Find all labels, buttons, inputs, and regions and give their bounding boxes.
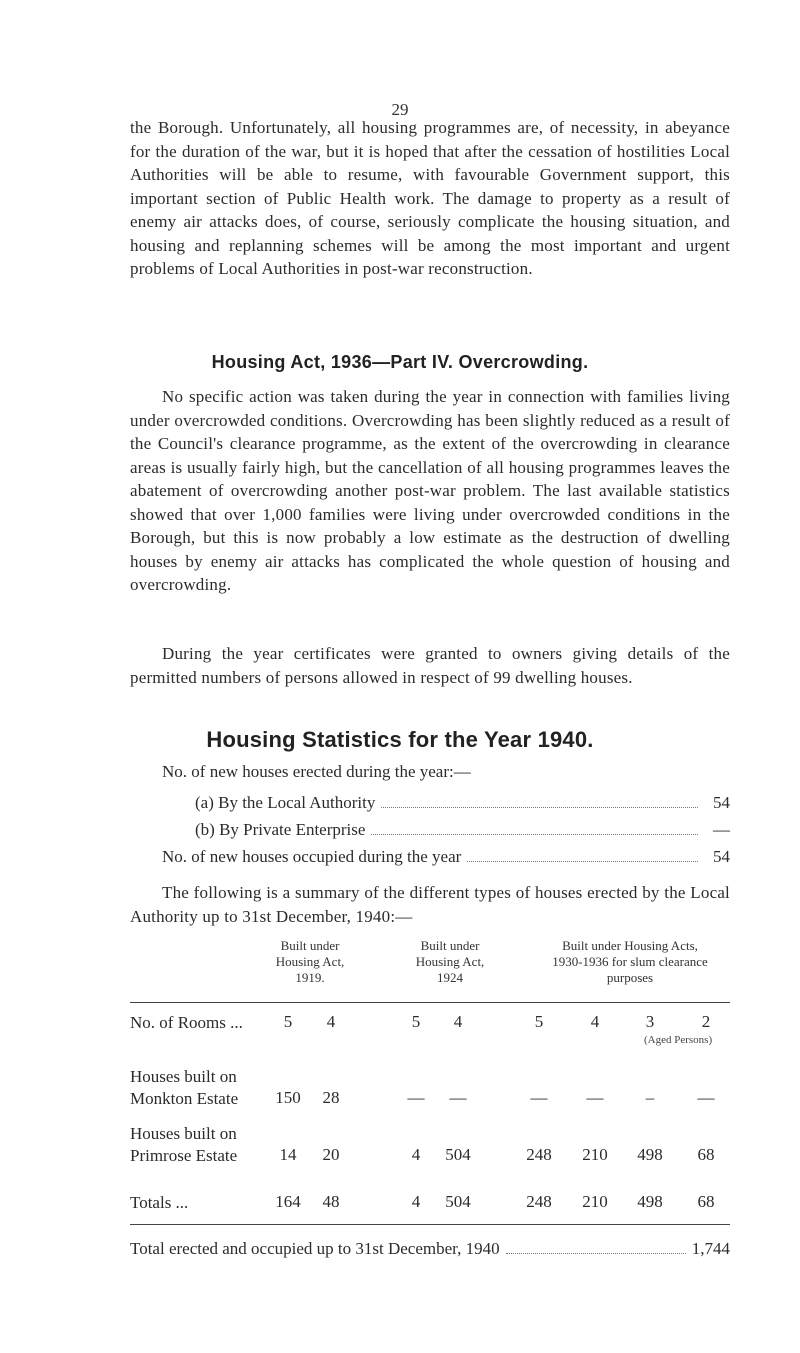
table-row-label	[130, 1123, 237, 1167]
totals-cell: 210	[582, 1192, 608, 1211]
rooms-cell: 4	[326, 1012, 336, 1031]
final-total-value: 1,744	[691, 1239, 730, 1258]
table-cell: 248	[526, 1145, 552, 1164]
table-cell: —	[449, 1088, 467, 1107]
rooms-cell: 5	[411, 1012, 421, 1031]
table-row-label	[130, 1066, 238, 1110]
table-cell: 28	[322, 1088, 340, 1107]
row-label-line: Monkton Estate	[130, 1089, 239, 1108]
totals-cell: 68	[697, 1192, 715, 1211]
table-cell: —	[530, 1088, 548, 1107]
table-cell: 150	[275, 1088, 301, 1107]
rooms-cell: 5	[534, 1012, 544, 1031]
totals-row-label: Totals ...	[130, 1193, 189, 1212]
table-cell: 68	[697, 1145, 715, 1164]
column-group-1924	[380, 938, 520, 986]
erected-item-label: (a) By the Local Authority	[195, 793, 376, 812]
erected-item-private-enterprise	[195, 820, 730, 840]
column-group-1919	[240, 938, 380, 986]
rooms-row-label: No. of Rooms ...	[130, 1013, 243, 1032]
intro-paragraph: the Borough. Unfortunately, all housing programmes are, of necessity, in abeyance for the duration of the war, but it is hoped that after the cessation of hostilities Local Authorities will be able to resume, with favourable Government support, this important section of Public Health work. The damage to property as a result of enemy air attacks does, of course, seriously complicate the housing situation, and housing and replanning schemes will be among the most important and urgent problems of Local Authorities in post-war reconstruction.	[130, 118, 730, 278]
column-group-line: Built under	[280, 938, 340, 953]
column-group-line: Built under	[420, 938, 480, 953]
table-cell: –	[645, 1088, 655, 1107]
totals-cell: 504	[445, 1192, 471, 1211]
column-group-line: 1919.	[295, 970, 325, 985]
certificates-paragraph: During the year certificates were granted to owners giving details of the permitted numbers of persons allowed in respect of 99 dwelling houses.	[130, 644, 730, 687]
aged-persons-note: (Aged Persons)	[644, 1034, 713, 1046]
erected-item-value: 54	[713, 793, 730, 812]
section-heading-housing-statistics: Housing Statistics for the Year 1940.	[206, 727, 594, 752]
table-cell: —	[586, 1088, 604, 1107]
occupied-value: 54	[713, 847, 730, 866]
final-total-line	[130, 1239, 730, 1259]
column-group-slum-clearance	[515, 938, 745, 986]
table-bottom-rule	[130, 1224, 730, 1225]
dot-leader	[381, 807, 698, 808]
erected-label: No. of new houses erected during the year:—	[162, 762, 471, 781]
column-group-line: 1924	[437, 970, 463, 985]
column-group-line: purposes	[606, 970, 654, 985]
table-top-rule	[130, 1002, 730, 1003]
erected-item-local-authority	[195, 793, 730, 813]
column-group-line: Built under Housing Acts,	[562, 938, 698, 953]
row-label-line: Houses built on	[130, 1124, 237, 1143]
table-cell: —	[407, 1088, 425, 1107]
rooms-cell: 4	[590, 1012, 600, 1031]
dot-leader	[467, 861, 698, 862]
page-number: 29	[391, 100, 409, 119]
table-cell: 20	[322, 1145, 340, 1164]
erected-item-value: —	[713, 820, 730, 839]
rooms-cell: 3	[645, 1012, 655, 1031]
table-cell: —	[697, 1088, 715, 1107]
overcrowding-paragraph: No specific action was taken during the year in connection with families living under overcrowded conditions. Overcrowding has been slightly reduced as a result of the Council's clearance programme, as the extent of the overcrowding in clearance areas is usually fairly high, but the cancellation of all housing programmes leaves the abatement of overcrowding another post-war problem. The last available statistics showed that over 1,000 families were living under overcrowded conditions in the Borough, but this is now probably a low estimate as the destruction of dwelling houses by enemy air attacks has complicated the whole question of housing and overcrowding.	[130, 387, 730, 594]
totals-cell: 164	[275, 1192, 301, 1211]
rooms-cell: 4	[453, 1012, 463, 1031]
final-total-label: Total erected and occupied up to 31st December, 1940	[130, 1239, 500, 1258]
table-cell: 504	[445, 1145, 471, 1164]
column-group-line: Housing Act,	[275, 954, 345, 969]
totals-cell: 48	[322, 1192, 340, 1211]
rooms-cell: 2	[701, 1012, 711, 1031]
erected-item-label: (b) By Private Enterprise	[195, 820, 366, 839]
dot-leader	[506, 1253, 686, 1254]
totals-cell: 498	[637, 1192, 663, 1211]
column-group-line: 1930-1936 for slum clearance	[552, 954, 708, 969]
section-heading-overcrowding: Housing Act, 1936—Part IV. Overcrowding.	[211, 352, 589, 372]
column-group-line: Housing Act,	[415, 954, 485, 969]
table-cell: 210	[582, 1145, 608, 1164]
row-label-line: Primrose Estate	[130, 1146, 238, 1165]
occupied-label: No. of new houses occupied during the year	[162, 847, 462, 866]
totals-cell: 4	[411, 1192, 421, 1211]
row-label-line: Houses built on	[130, 1067, 237, 1086]
table-cell: 14	[279, 1145, 297, 1164]
table-cell: 4	[411, 1145, 421, 1164]
summary-paragraph: The following is a summary of the different types of houses erected by the Local Authority up to 31st December, 1940:—	[130, 883, 730, 926]
table-cell: 498	[637, 1145, 663, 1164]
dot-leader	[371, 834, 698, 835]
rooms-cell: 5	[283, 1012, 293, 1031]
totals-cell: 248	[526, 1192, 552, 1211]
occupied-line	[162, 847, 730, 867]
